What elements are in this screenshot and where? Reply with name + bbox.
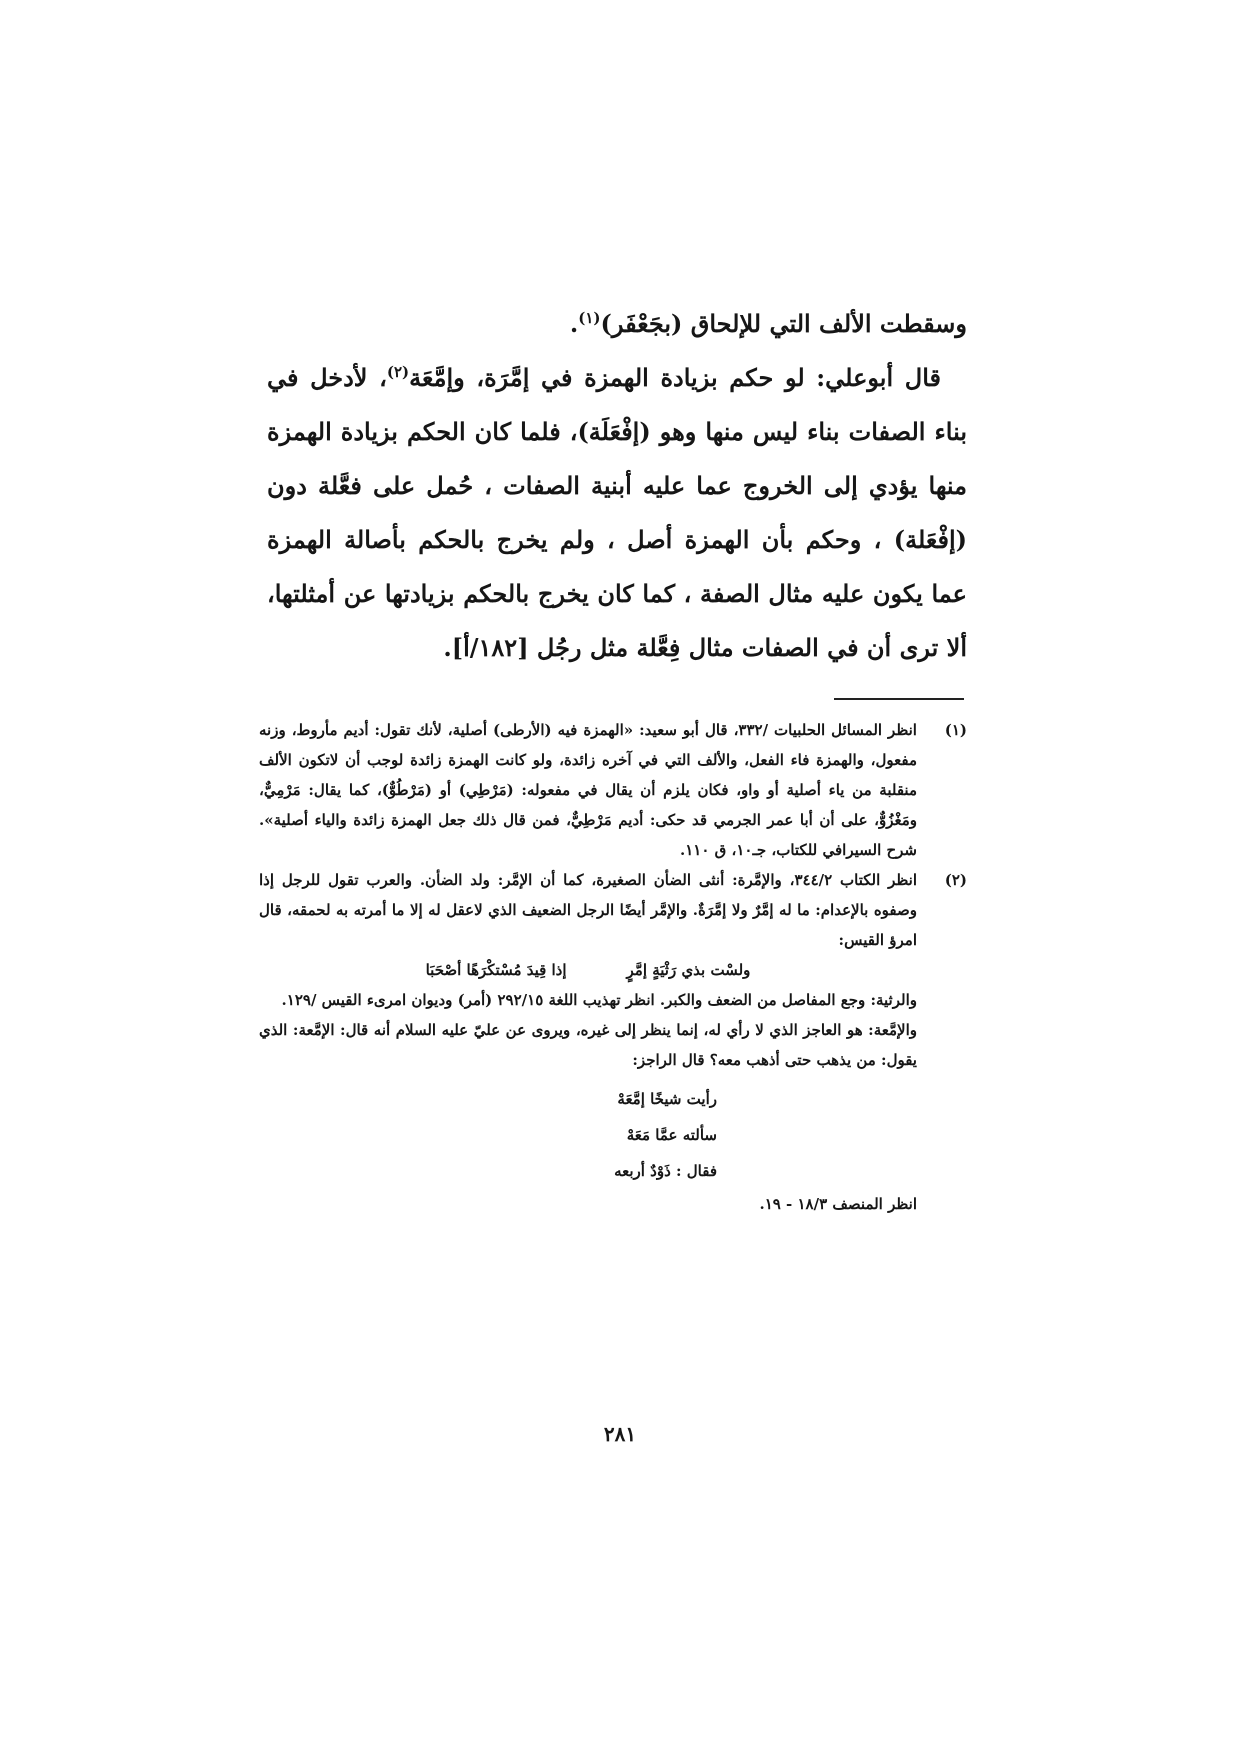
main-text — [267, 297, 967, 675]
verse-second-hemistich: إذا قِيدَ مُسْتكْرَهًا أصْحَبَا — [425, 961, 567, 979]
footnote-2-rithya: والرثية: وجع المفاصل من الضعف والكبر. انظر تهذيب اللغة ٢٩٢/١٥ (أمر) وديوان امرىء القيس /١٢٩. — [281, 991, 917, 1009]
main-p1-text: وسقطت الألف التي للإلحاق (بجَعْفَر) — [600, 309, 967, 338]
verse-first-hemistich: ولسْت بذي رَثْيَةٍ إمَّرٍ — [626, 961, 751, 979]
rajaz-verses — [259, 1081, 917, 1189]
main-p2a-text: قال أبوعلي: لو حكم بزيادة الهمزة في إمَّرَة، وإمَّعَة — [409, 363, 941, 392]
footnote-ref-2[interactable]: (٢) — [386, 363, 410, 381]
footnote-separator — [834, 698, 964, 700]
main-p1-end: . — [569, 309, 579, 338]
rajaz-line-3: فقال : ذَوْدٌ أربعه — [614, 1162, 717, 1180]
poem-verse — [259, 955, 917, 985]
page-number: ٢٨١ — [603, 1422, 637, 1446]
footnote-2-text: انظر الكتاب ٣٤٤/٢، والإمَّرة: أنثى الضأن الصغيرة، كما أن الإمَّر: ولد الضأن. والعرب تقول للرجل إذا وصفوه بالإعدام: ما له إمَّرٌ ولا إمَّرَةٌ. والإمَّر أيضًا الرجل الضعيف الذي لاعقل له إلا ما أمرته به لحمقه، قال امرؤ القيس: — [259, 871, 918, 949]
footnote-1-number: (١) — [944, 721, 967, 739]
main-p2b-text: ، لأدخل في بناء الصفات بناء ليس منها وهو (إفْعَلَة)، فلما كان الحكم بزيادة الهمزة منها يؤدي إلى الخروج عما عليه أبنية الصفات ، حُمل على فعَّلة دون (إفْعَلة) ، وحكم بأن الهمزة أصل ، ولم يخرج بالحكم بأصالة الهمزة عما يكون عليه مثال الصفة ، كما كان يخرج بالحكم بزيادتها عن أمثلتها، ألا ترى أن في الصفات مثال فِعَّلة مثل رجُل [١٨٢/أ]. — [267, 363, 967, 662]
rajaz-line-1: رأيت شيخًا إمَّعَهْ — [617, 1090, 717, 1108]
main-paragraph-1 — [267, 297, 967, 351]
footnote-1 — [259, 715, 967, 865]
footnote-2-immaa: والإمَّعة: هو العاجز الذي لا رأي له، إنما ينظر إلى غيره، ويروى عن عليّ عليه السلام أنه قال: الإمَّعة: الذي يقول: من يذهب حتى أذهب معه؟ قال الراجز: — [259, 1021, 917, 1069]
footnote-2-source: انظر المنصف ١٨/٣ - ١٩. — [759, 1195, 917, 1213]
footnote-2-number: (٢) — [944, 871, 967, 889]
footnotes — [259, 715, 967, 1219]
main-paragraph-2 — [267, 351, 967, 675]
footnote-2 — [259, 865, 967, 1219]
footnote-ref-1[interactable]: (١) — [578, 309, 601, 327]
footnote-1-text: انظر المسائل الحلبيات /٣٣٢، قال أبو سعيد: «الهمزة فيه (الأرطى) أصلية، لأنك تقول: أديم مأروط، وزنه مفعول، والهمزة فاء الفعل، والألف التي في آخره زائدة، ولو كانت الهمزة زائدة لوجب أن لاتكون الألف منقلبة من ياء أصلية أو واو، فكان يلزم أن يقال في مفعوله: (مَرْطِي) أو (مَرْطُوٌّ)، كما يقال: مَرْمِيٌّ، ومَغْزُوٌّ، على أن أبا عمر الجرمي قد حكى: أديم مَرْطِيٌّ، فمن قال ذلك جعل الهمزة زائدة والياء أصلية». شرح السيرافي للكتاب، جـ١٠، ق ١١٠. — [259, 721, 917, 859]
rajaz-line-2: سألته عمَّا مَعَهْ — [626, 1126, 717, 1144]
